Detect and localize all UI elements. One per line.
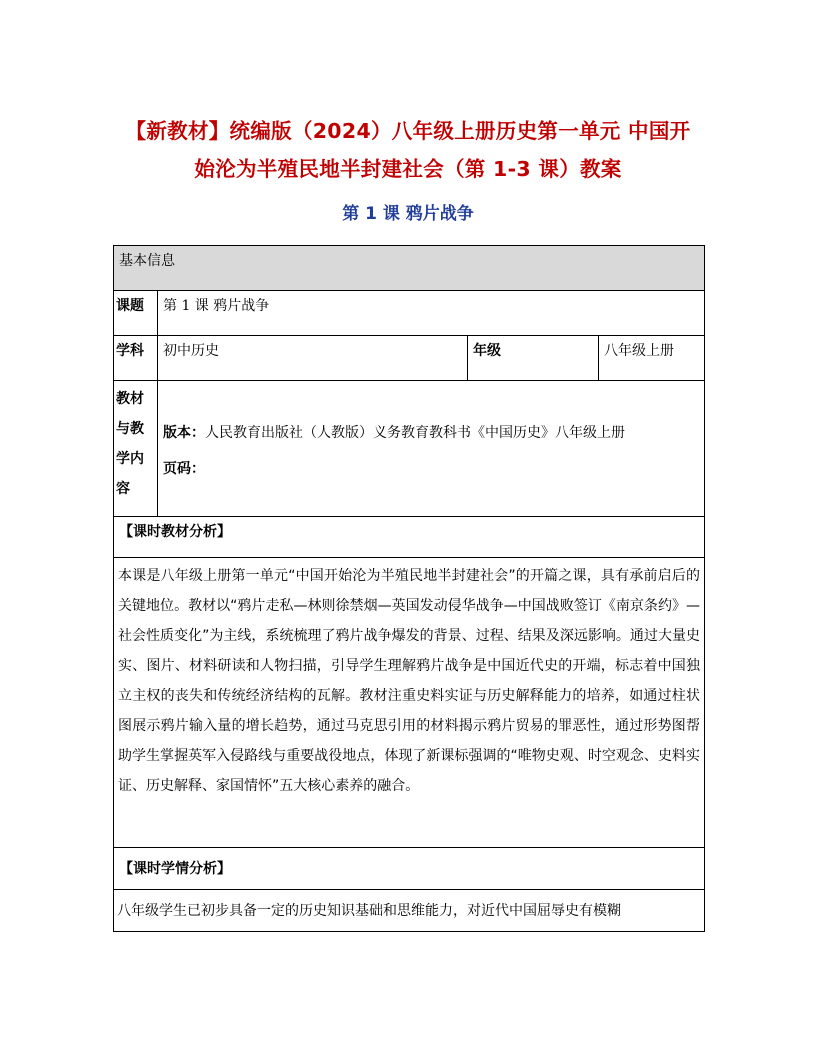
basic-info-label: 基本信息 — [119, 253, 175, 269]
subject-label-cell — [114, 336, 158, 381]
lesson-plan-table — [113, 245, 705, 932]
edition-line — [163, 418, 699, 448]
topic-label: 课题 — [116, 298, 144, 314]
pages-label: 页码： — [163, 460, 205, 477]
analysis-heading: 【课时教材分析】 — [119, 524, 231, 540]
material-content-cell — [158, 381, 705, 517]
grade-label: 年级 — [473, 343, 501, 359]
topic-value: 第 1 课 鸦片战争 — [163, 298, 270, 314]
grade-value-cell — [599, 336, 705, 381]
topic-label-cell — [114, 291, 158, 336]
document-title — [100, 112, 716, 188]
edition-value: 人民教育出版社（人教版）义务教育教科书《中国历史》八年级上册 — [205, 424, 625, 441]
analysis-text-cell — [114, 558, 705, 848]
material-label-cell — [114, 381, 158, 517]
students-text: 八年级学生已初步具备一定的历史知识基础和思维能力，对近代中国屈辱史有模糊 — [117, 902, 621, 919]
students-text-cell — [114, 890, 705, 932]
subject-label: 学科 — [116, 343, 144, 359]
pages-line — [163, 454, 699, 484]
basic-info-header — [114, 246, 705, 291]
students-heading: 【课时学情分析】 — [119, 860, 231, 877]
students-heading-cell — [114, 848, 705, 890]
edition-label: 版本： — [163, 424, 205, 441]
document-title-line-2: 始沦为半殖民地半封建社会（第 1-3 课）教案 — [194, 157, 622, 181]
lesson-subtitle: 第 1 课 鸦片战争 — [342, 204, 474, 224]
subject-value: 初中历史 — [163, 343, 219, 359]
analysis-text: 本课是八年级上册第一单元“中国开始沦为半殖民地半封建社会”的开篇之课，具有承前启后的关键地位。教材以“鸦片走私—林则徐禁烟—英国发动侵华战争—中国战败签订《南京条约》—社会性质变化”为主线，系统梳理了鸦片战争爆发的背景、过程、结果及深远影响。通过大量史实、图片、材料研读和人物扫描，引导学生理解鸦片战争是中国近代史的开端，标志着中国独立主权的丧失和传统经济结构的瓦解。教材注重史料实证与历史解释能力的培养，如通过柱状图展示鸦片输入量的增长趋势，通过马克思引用的材料揭示鸦片贸易的罪恶性，通过形势图帮助学生掌握英军入侵路线与重要战役地点，体现了新课标强调的“唯物史观、时空观念、史料实证、历史解释、家国情怀”五大核心素养的融合。 — [118, 568, 700, 794]
grade-label-cell — [468, 336, 599, 381]
material-label: 教材与教学内容 — [116, 391, 144, 497]
grade-value: 八年级上册 — [604, 343, 674, 359]
analysis-heading-cell — [114, 517, 705, 558]
topic-value-cell — [158, 291, 705, 336]
document-title-line-1: 【新教材】统编版（2024）八年级上册历史第一单元 中国开 — [125, 119, 691, 143]
subject-value-cell — [158, 336, 468, 381]
